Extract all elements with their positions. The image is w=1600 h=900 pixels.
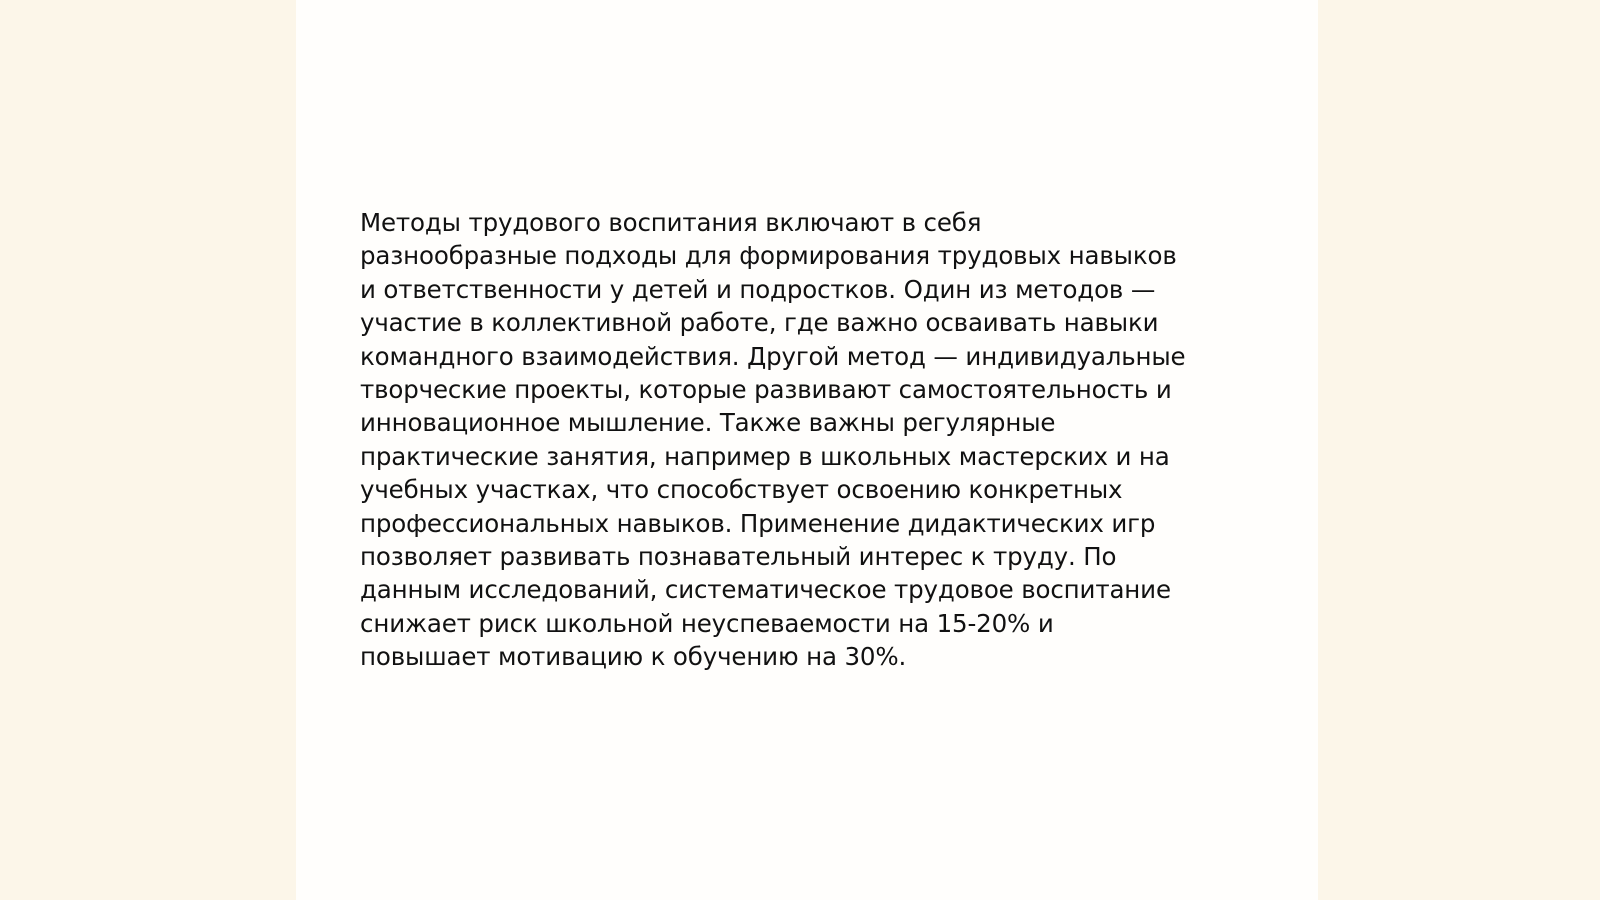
- text-line: практические занятия, например в школьных мастерских и на: [360, 441, 1170, 471]
- text-line: командного взаимодействия. Другой метод — индивидуальные: [360, 341, 1186, 371]
- text-line: позволяет развивать познавательный интерес к труду. По: [360, 542, 1117, 572]
- slide-body-text: [360, 206, 1260, 674]
- text-line: и ответственности у детей и подростков. Один из методов —: [360, 274, 1156, 304]
- slide: [296, 0, 1318, 900]
- text-line: разнообразные подходы для формирования трудовых навыков: [360, 241, 1177, 271]
- text-line: профессиональных навыков. Применение дидактических игр: [360, 508, 1156, 538]
- text-line: снижает риск школьной неуспеваемости на 15-20% и: [360, 608, 1054, 638]
- text-line: инновационное мышление. Также важны регулярные: [360, 408, 1056, 438]
- text-line: Методы трудового воспитания включают в себя: [360, 208, 982, 237]
- text-line: участие в коллективной работе, где важно осваивать навыки: [360, 308, 1159, 338]
- text-line: повышает мотивацию к обучению на 30%.: [360, 642, 907, 672]
- text-line: творческие проекты, которые развивают самостоятельность и: [360, 375, 1172, 405]
- text-line: данным исследований, систематическое трудовое воспитание: [360, 575, 1171, 605]
- text-line: учебных участках, что способствует освоению конкретных: [360, 475, 1123, 505]
